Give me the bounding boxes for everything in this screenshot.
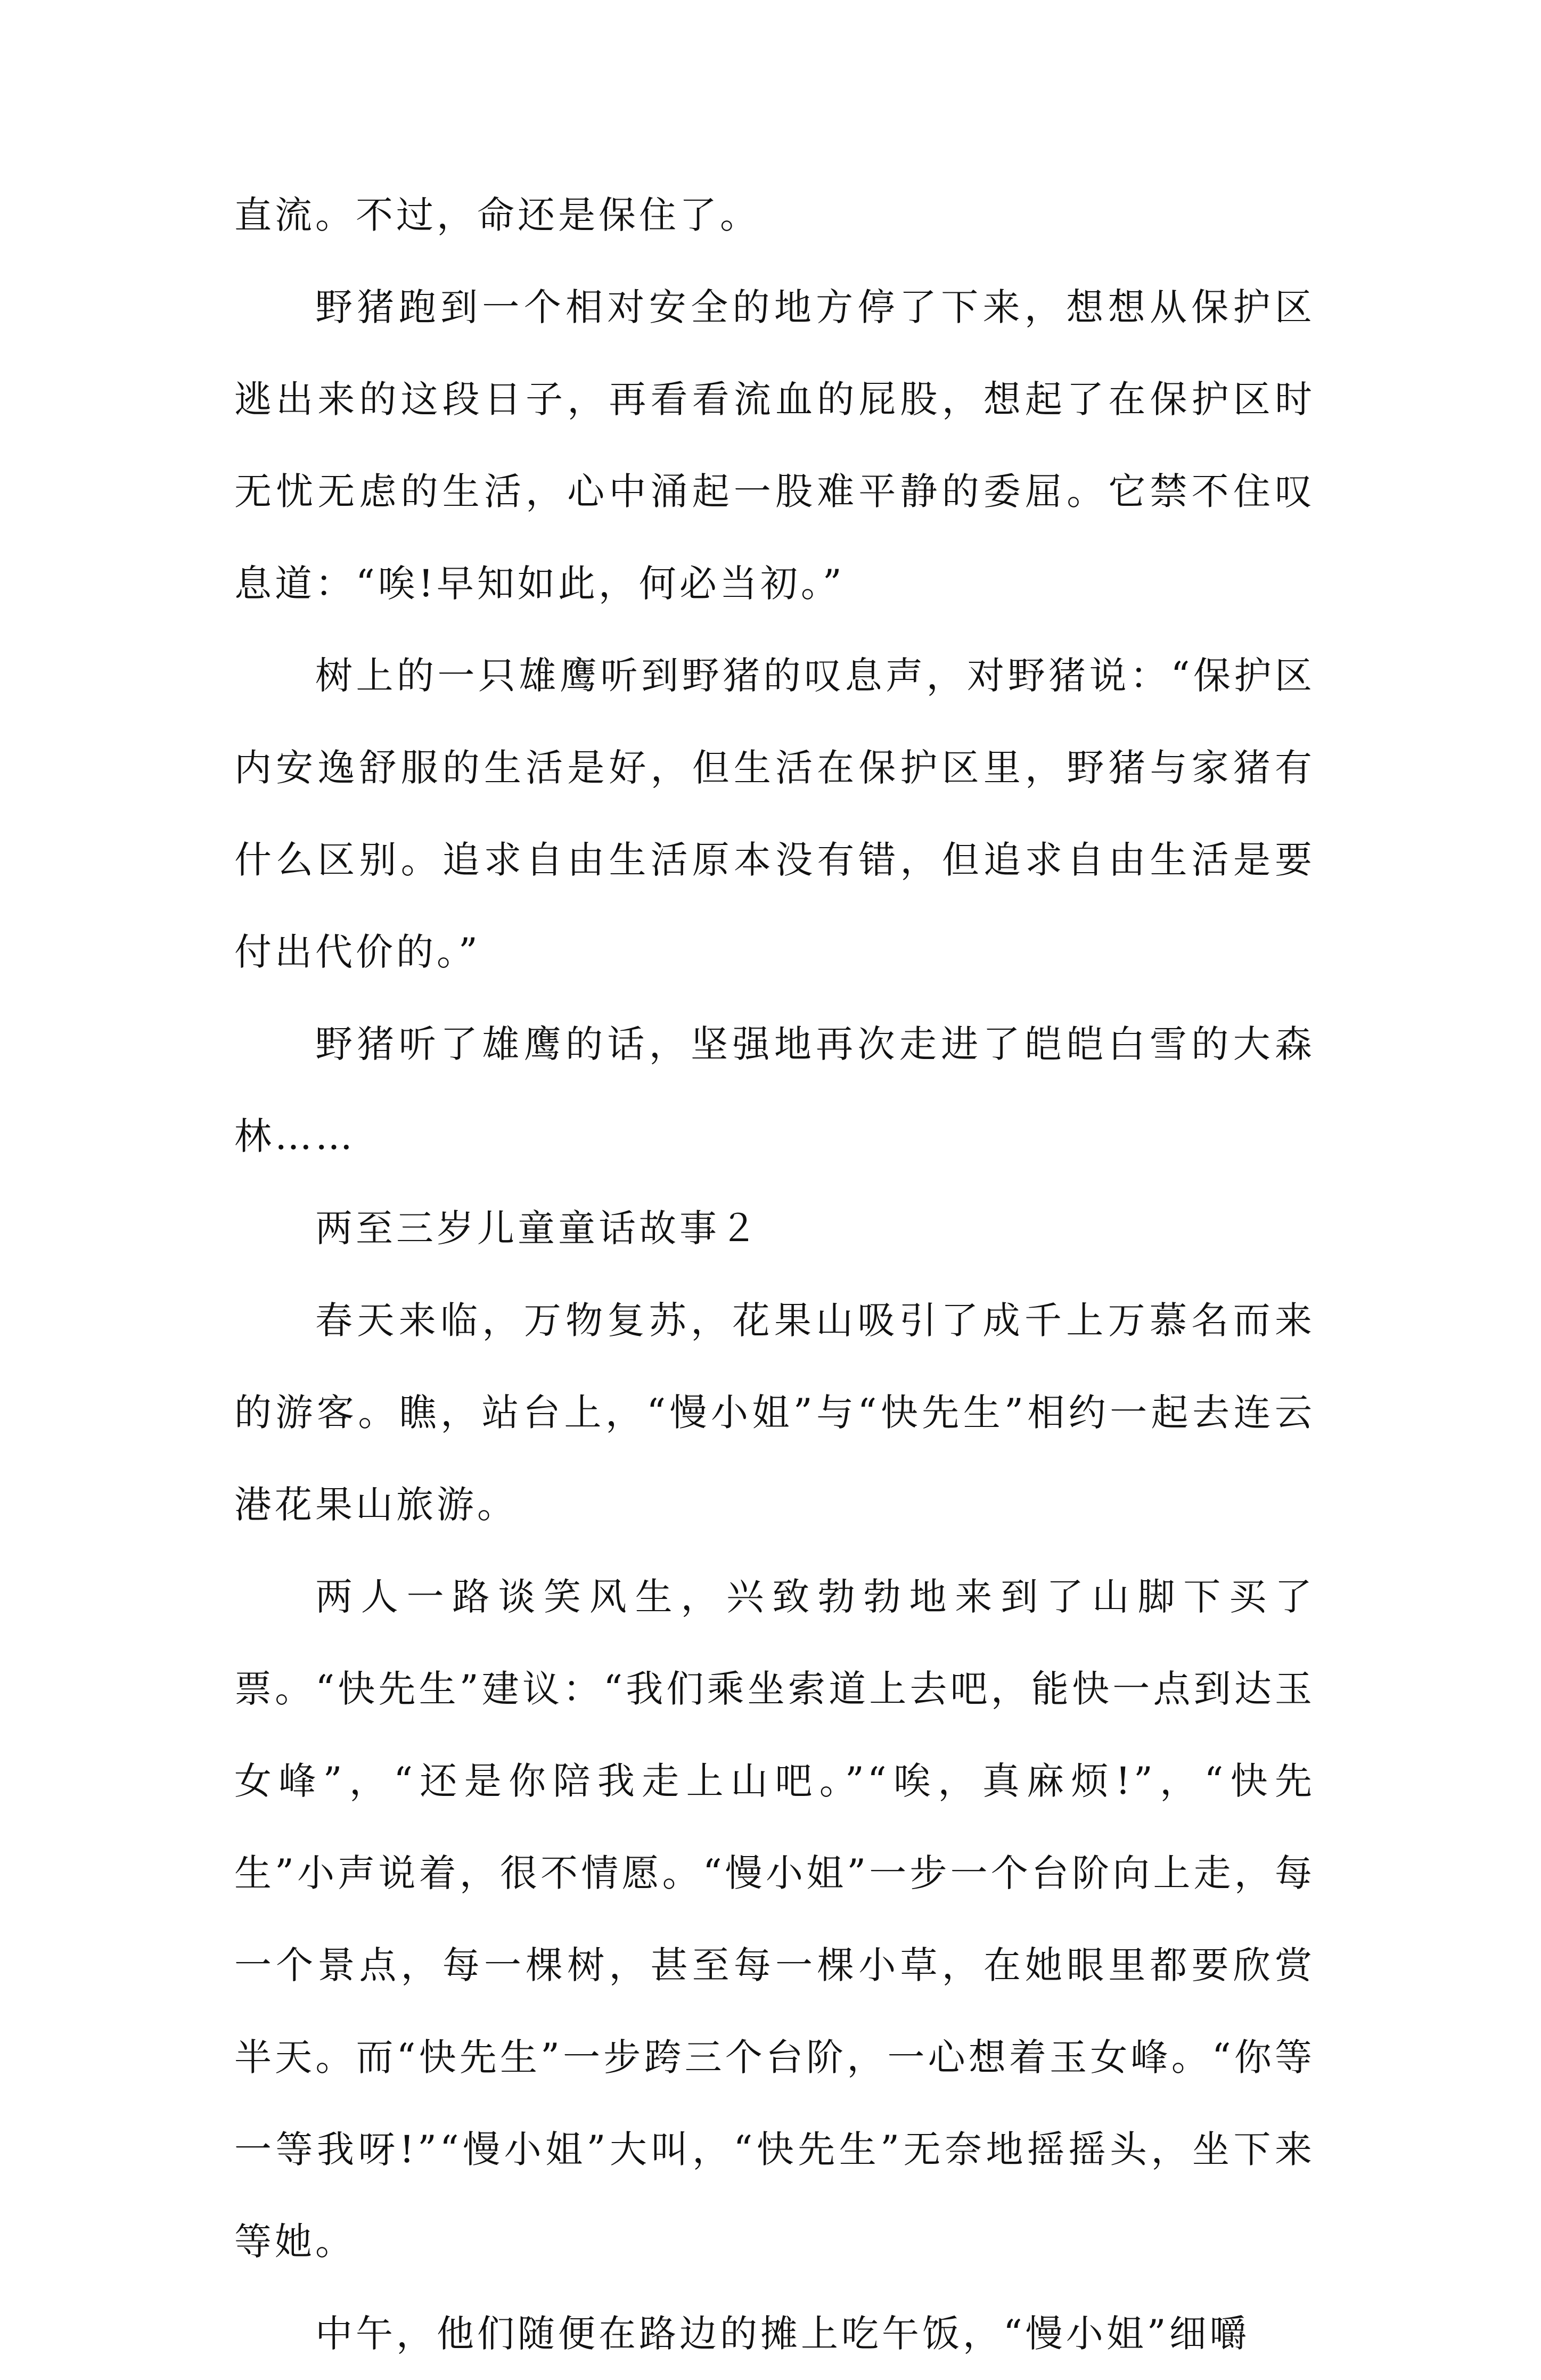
paragraph: 两人一路谈笑风生，兴致勃勃地来到了山脚下买了票。“快先生”建议：“我们乘坐索道上去吧，能快一点到达玉女峰”，“还是你陪我走上山吧。”“唉，真麻烦!”，“快先生”小声说着，很不情愿。“慢小姐”一步一个台阶向上走，每一个景点，每一棵树，甚至每一棵小草，在她眼里都要欣赏半天。而“快先生”一步跨三个台阶，一心想着玉女峰。“你等一等我呀!”“慢小姐”大叫，“快先生”无奈地摇摇头，坐下来等她。	[234, 1575, 1315, 2263]
paragraph: 直流。不过，命还是保住了。	[234, 193, 760, 237]
document-body	[234, 169, 1315, 2380]
paragraph: 野猪跑到一个相对安全的地方停了下来，想想从保护区逃出来的这段日子，再看看流血的屁股，想起了在保护区时无忧无虑的生活，心中涌起一股难平静的委屈。它禁不住叹息道：“唉!早知如此，何必当初。”	[234, 285, 1315, 605]
paragraph: 树上的一只雄鹰听到野猪的叹息声，对野猪说：“保护区内安逸舒服的生活是好，但生活在保护区里，野猪与家猪有什么区别。追求自由生活原本没有错，但追求自由生活是要付出代价的。”	[234, 654, 1315, 974]
paragraph: 春天来临，万物复苏，花果山吸引了成千上万慕名而来的游客。瞧，站台上，“慢小姐”与“快先生”相约一起去连云港花果山旅游。	[234, 1299, 1315, 1527]
paragraph: 中午，他们随便在路边的摊上吃午饭，“慢小姐”细嚼	[315, 2312, 1250, 2356]
story-heading: 两至三岁儿童童话故事２	[315, 1207, 760, 1250]
paragraph: 野猪听了雄鹰的话，坚强地再次走进了皑皑白雪的大森林……	[234, 1022, 1315, 1158]
